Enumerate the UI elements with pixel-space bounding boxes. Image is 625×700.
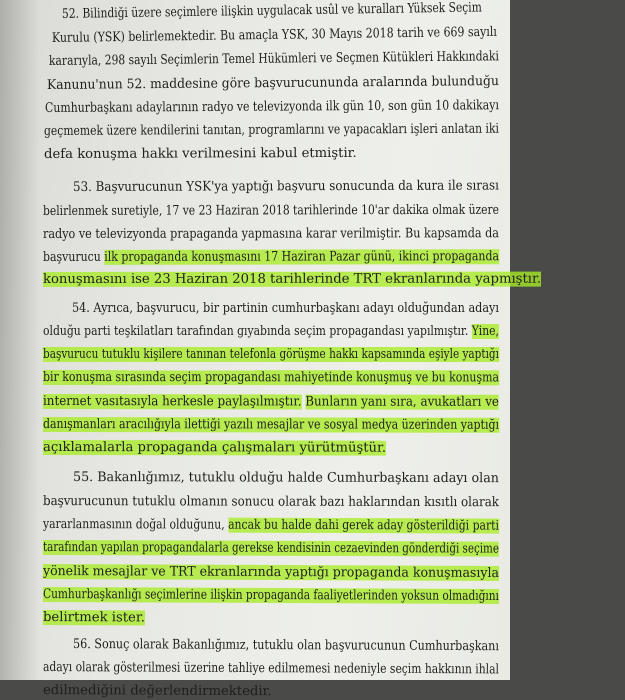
line-content bbox=[43, 517, 499, 535]
highlighted-text: yönelik mesajlar ve TRT ekranlarında yaptığı propaganda konuşmasıyla bbox=[42, 564, 499, 581]
highlighted-text: tarafından yapılan propagandalarla gerekse kendisinin cezaevinden gönderdiği seçime bbox=[42, 540, 499, 557]
line-content bbox=[43, 249, 499, 266]
line-content bbox=[47, 74, 499, 94]
text-line bbox=[43, 564, 523, 582]
text-line bbox=[45, 98, 594, 117]
page-shadow bbox=[0, 0, 40, 680]
text-line bbox=[62, 0, 580, 23]
highlighted-text: ilk propaganda konuşmasını 17 Haziran Pazar günü, ikinci propaganda bbox=[104, 249, 499, 265]
line-content bbox=[73, 179, 499, 196]
line-content bbox=[43, 587, 499, 605]
text-segment: Kanunu'nun 52. maddesine göre başvurucununda aralarında bulunduğu bbox=[46, 74, 499, 93]
line-content bbox=[52, 25, 497, 47]
line-content bbox=[44, 146, 357, 162]
text-line bbox=[44, 121, 601, 140]
line-content bbox=[43, 440, 386, 456]
text-line bbox=[43, 683, 272, 700]
text-line bbox=[43, 587, 612, 605]
highlighted-text: Yine, bbox=[471, 324, 499, 339]
text-segment: belirlenmek suretiyle, 17 ve 23 Haziran 2018 tarihlerinde 10'ar dakika olmak üzere bbox=[42, 202, 499, 219]
text-line bbox=[73, 637, 576, 656]
line-content bbox=[43, 494, 499, 511]
line-content bbox=[43, 370, 499, 386]
line-content bbox=[43, 226, 499, 243]
highlighted-text: internet vasıtasıyla herkesle paylaşılmıştır. bbox=[42, 394, 302, 410]
text-segment: defa konuşma hakkı verilmesini kabul etmiştir. bbox=[43, 145, 357, 162]
line-content bbox=[49, 49, 499, 70]
text-line bbox=[43, 272, 541, 288]
text-line bbox=[43, 370, 593, 386]
text-segment: 55. Bakanlığımız, tutuklu olduğu halde Cumhurbaşkanı adayı olan bbox=[72, 470, 499, 487]
text-segment: Cumhurbaşkanı adaylarının radyo ve televizyonda ilk gün 10, son gün 10 dakikayı bbox=[44, 98, 499, 116]
text-line bbox=[73, 178, 546, 196]
text-segment: Kurulu (YSK) belirlemektedir. Bu amaçla YSK, 30 Mayıs 2018 tarih ve 669 sayılı bbox=[51, 24, 497, 46]
line-content bbox=[73, 637, 499, 655]
line-content bbox=[43, 324, 499, 340]
line-content bbox=[43, 540, 499, 558]
line-content bbox=[43, 203, 499, 220]
highlighted-text: konuşmasını ise 23 Haziran 2018 tarihlerinde TRT ekranlarında yapmıştır. bbox=[42, 271, 542, 287]
text-line bbox=[43, 324, 599, 340]
line-content bbox=[44, 122, 499, 140]
text-segment: adayı olarak gösterilmesi üzerine tahliye edilmemesi nedeniyle seçim hakkının ihlal bbox=[42, 660, 499, 678]
line-content bbox=[43, 660, 499, 678]
text-segment: 54. Ayrıca, başvurucu, bir partinin cumhurbaşkanı adayı olduğundan adayı bbox=[72, 301, 499, 316]
line-content bbox=[43, 683, 272, 699]
line-content bbox=[43, 272, 541, 287]
text-segment: başvurucu bbox=[42, 249, 105, 265]
text-line bbox=[43, 394, 549, 411]
text-line bbox=[43, 226, 580, 243]
line-content bbox=[43, 564, 499, 582]
text-segment: 52. Bilindiği üzere seçimlere ilişkin uygulacak usûl ve kuralları Yüksek Seçim bbox=[61, 0, 482, 22]
highlighted-text: belirtmek ister. bbox=[42, 610, 145, 626]
text-line bbox=[52, 24, 587, 47]
highlighted-text: Bunların yanı sıra, avukatları ve bbox=[305, 394, 499, 410]
line-content bbox=[62, 0, 482, 23]
highlighted-text: ancak bu halde dahi gerek aday gösterildiği parti bbox=[228, 517, 499, 534]
text-line bbox=[43, 203, 603, 220]
text-line bbox=[44, 146, 357, 163]
text-segment: geçmemek üzere kendilerini tanıtan, programlarını ve yapacakları işleri anlatan iki bbox=[43, 121, 499, 139]
line-content bbox=[72, 301, 499, 317]
text-line bbox=[43, 494, 550, 511]
highlighted-text: danışmanları aracılığıyla ilettiği yazılı mesajlar ve sosyal medya üzerinden yaptığı bbox=[42, 417, 499, 433]
text-line bbox=[43, 540, 625, 558]
text-line bbox=[43, 610, 145, 626]
text-segment: kararıyla, 298 sayılı Seçimlerin Temel Hükümleri ve Seçmen Kütükleri Hakkındaki bbox=[48, 49, 499, 69]
text-line bbox=[73, 470, 516, 487]
line-content bbox=[45, 98, 499, 117]
text-segment: edilmediğini değerlendirmektedir. bbox=[42, 683, 272, 700]
text-line bbox=[43, 249, 593, 266]
line-content bbox=[73, 470, 499, 487]
text-line bbox=[43, 660, 603, 679]
text-line bbox=[43, 347, 617, 363]
text-line bbox=[43, 440, 386, 457]
line-content bbox=[43, 610, 145, 625]
highlighted-text: açıklamalarla propaganda çalışmaları yürütmüştür. bbox=[42, 440, 387, 456]
highlighted-text: bir konuşma sırasında seçim propagandası mahiyetinde konuşmuş ve bu konuşma bbox=[42, 370, 499, 386]
text-line bbox=[47, 74, 530, 94]
text-line bbox=[49, 48, 602, 70]
highlighted-text: Cumhurbaşkanlığı seçimlerine ilişkin propaganda faaliyetlerinden yoksun olmadığını bbox=[42, 587, 499, 604]
line-content bbox=[43, 394, 499, 411]
text-segment: başvurucunun tutuklu olmanın sonucu olarak bazı haklarından kısıtlı olarak bbox=[42, 494, 499, 511]
text-segment: olduğu parti teşkilatları tarafından gıyabında seçim propagandası yapılmıştır. bbox=[43, 324, 472, 339]
line-content bbox=[43, 347, 499, 363]
highlighted-text: başvurucu tutuklu kişilere tanınan telefonla görüşme hakkı kapsamında eşiyle yaptığı bbox=[43, 347, 499, 362]
line-content bbox=[43, 417, 499, 434]
text-line bbox=[43, 517, 599, 535]
text-segment: radyo ve televizyonda prapaganda yapmasına karar verilmiştir. Bu kapsamda da bbox=[42, 226, 499, 242]
text-line bbox=[72, 301, 573, 317]
text-segment: 53. Başvurucunun YSK'ya yaptığı başvuru sonucunda da kura ile sırası bbox=[72, 178, 499, 195]
text-segment: yararlanmasının doğal olduğunu, bbox=[42, 517, 229, 533]
text-line bbox=[43, 417, 592, 434]
text-segment: 56. Sonuç olarak Bakanlığımız, tutuklu olan başvurucunun Cumhurbaşkanı bbox=[72, 637, 499, 655]
